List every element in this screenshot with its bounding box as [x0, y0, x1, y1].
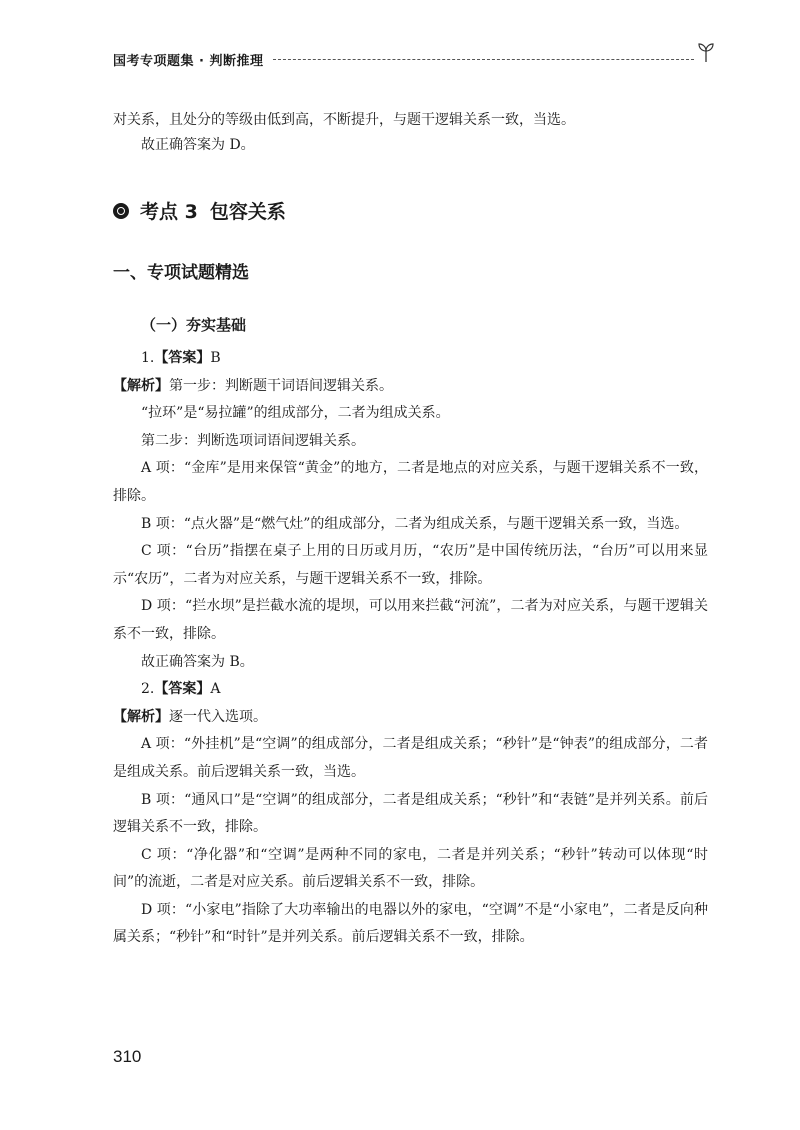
q1-number: 1.	[141, 350, 155, 366]
q1-option-d: D 项：“拦水坝”是拦截水流的堤坝，可以用来拦截“河流”，二者为对应关系，与题干逻辑关系不一致，排除。	[113, 598, 708, 642]
sub2-heading: （一）夯实基础	[141, 316, 247, 334]
page-number: 310	[113, 1047, 142, 1066]
subsection-heading: 一、专项试题精选	[113, 263, 249, 283]
section-title: 包容关系	[209, 201, 286, 223]
q2-answer	[113, 676, 708, 704]
q1-answer-value: B	[210, 350, 221, 366]
q1-answer	[113, 345, 708, 373]
q1-analysis-tag: 【解析】	[113, 377, 169, 394]
q2-analysis-tag: 【解析】	[113, 708, 169, 725]
section-bullet-icon	[113, 203, 129, 219]
q1-option-b: B 项：“点火器”是“燃气灶”的组成部分，二者为组成关系，与题干逻辑关系一致，当选。	[141, 515, 689, 532]
sprout-icon	[694, 40, 718, 64]
q1-analysis	[113, 373, 708, 401]
intro-line: 对关系，且处分的等级由低到高，不断提升，与题干逻辑关系一致，当选。	[113, 112, 575, 128]
q1-option-a: A 项：“金库”是用来保管“黄金”的地方，二者是地点的对应关系，与题干逻辑关系不一致，排除。	[113, 460, 708, 504]
questions-body	[113, 345, 708, 952]
q2-analysis-text: 逐一代入选项。	[169, 708, 267, 725]
q2-option-a: A 项：“外挂机”是“空调”的组成部分，二者是组成关系；“秒针”是“钟表”的组成部分，二者是组成关系。前后逻辑关系一致，当选。	[113, 736, 708, 780]
q1-conclusion: 故正确答案为 B。	[141, 653, 254, 670]
q1-relation: “拉环”是“易拉罐”的组成部分，二者为组成关系。	[141, 405, 450, 422]
q2-option-c: C 项：“净化器”和“空调”是两种不同的家电，二者是并列关系；“秒针”转动可以体现“时间”的流逝，二者是对应关系。前后逻辑关系不一致，排除。	[113, 846, 708, 891]
section-label: 考点 3	[140, 201, 198, 223]
header-rule	[273, 59, 694, 60]
q2-answer-value: A	[210, 681, 221, 698]
section-heading	[113, 197, 286, 224]
q2-analysis	[113, 704, 708, 732]
q2-answer-tag: 【答案】	[154, 681, 211, 698]
q1-option-c: C 项：“台历”指摆在桌子上用的日历或月历，“农历”是中国传统历法，“台历”可以用来显示“农历”，二者为对应关系，与题干逻辑关系不一致，排除。	[113, 543, 708, 587]
page-header	[113, 46, 718, 70]
q2-option-d: D 项：“小家电”指除了大功率输出的电器以外的家电，“空调”不是“小家电”，二者是反向种属关系；“秒针”和“时针”是并列关系。前后逻辑关系不一致，排除。	[113, 901, 708, 946]
intro-block	[113, 108, 708, 158]
q2-option-b: B 项：“通风口”是“空调”的组成部分，二者是组成关系；“秒针”和“表链”是并列关系。前后逻辑关系不一致，排除。	[113, 791, 708, 836]
q1-answer-tag: 【答案】	[154, 350, 211, 366]
q1-analysis-text: 第一步：判断题干词语间逻辑关系。	[169, 377, 393, 394]
q2-number: 2.	[141, 681, 155, 698]
intro-conclusion: 故正确答案为 D。	[141, 137, 255, 153]
header-title: 国考专项题集 · 判断推理	[113, 54, 264, 69]
q1-step2: 第二步：判断选项词语间逻辑关系。	[141, 432, 365, 449]
